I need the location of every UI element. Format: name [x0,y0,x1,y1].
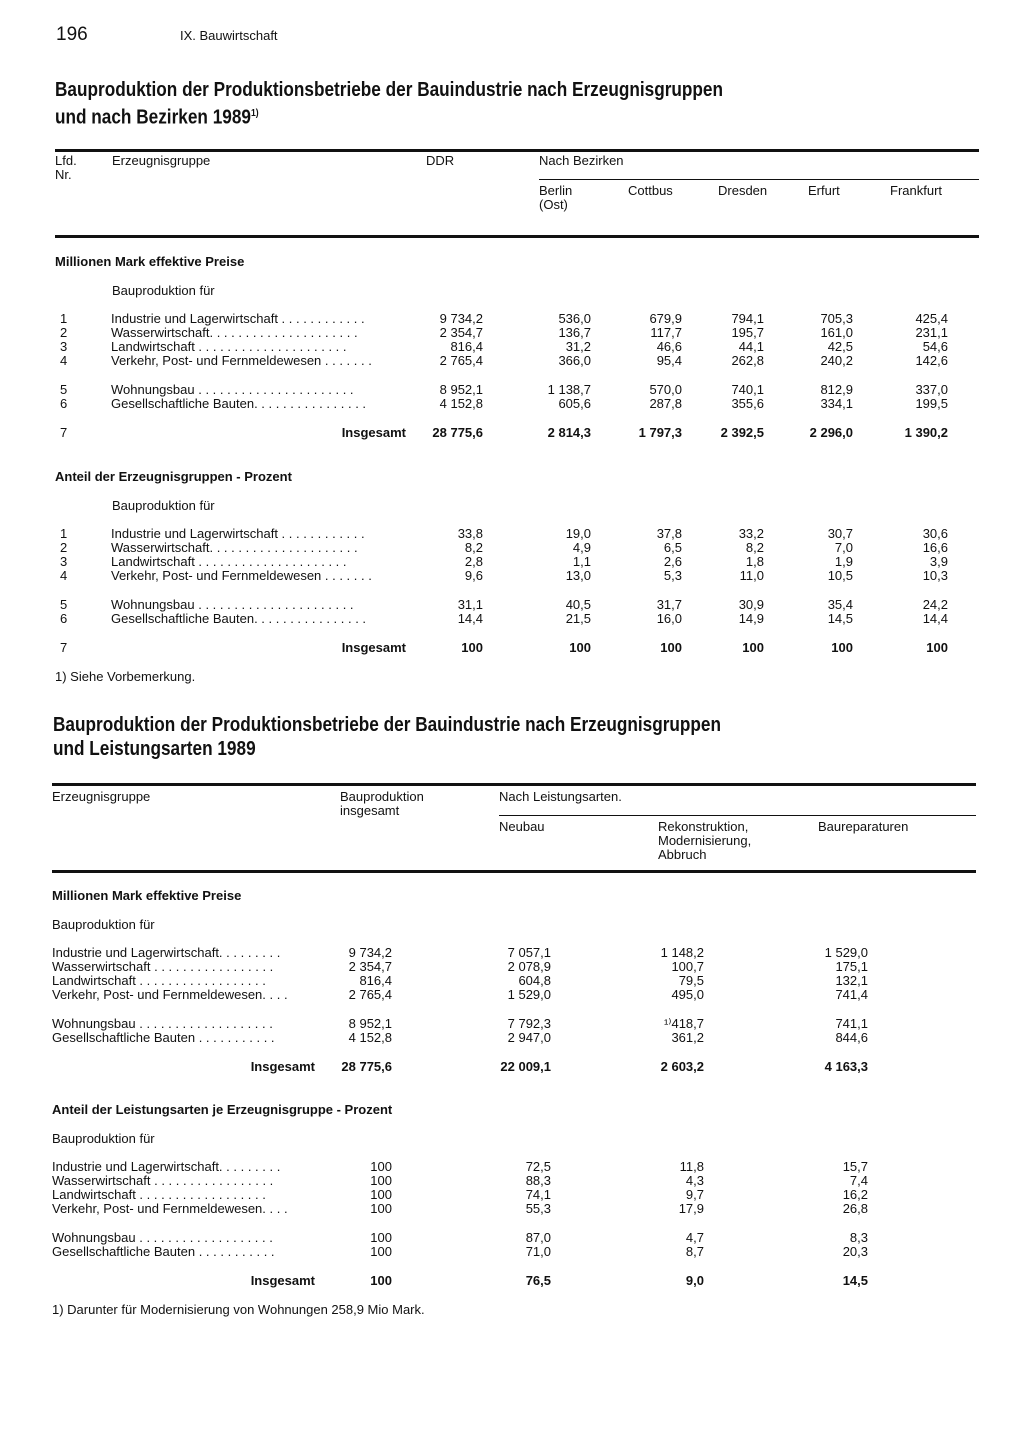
row-value: 13,0 [565,568,591,583]
row-value: 231,1 [915,325,948,340]
row-value: 4,3 [685,1173,704,1188]
table1-header-region: Nach Bezirken [539,153,624,168]
table2-header-bottom-rule [52,870,976,873]
row-value: 33,8 [457,526,483,541]
total-value: 76,5 [525,1273,551,1288]
row-value: 240,2 [820,353,853,368]
total-value: 100 [370,1273,392,1288]
row-value: 35,4 [827,597,853,612]
row-value: 37,8 [656,526,682,541]
row-value: 15,7 [842,1159,868,1174]
table1-footnote: 1) Siehe Vorbemerkung. [55,669,196,684]
row-value: 21,5 [565,611,591,626]
section-title: Anteil der Erzeugnisgruppen - Prozent [55,469,292,484]
table-row [0,1231,1024,1245]
row-value: 100 [370,1159,392,1174]
row-value: 844,6 [835,1030,868,1045]
total-value: 28 775,6 [432,425,483,440]
row-label: Gesellschaftliche Bauten. . . . . . . . . . . . . . . . [111,397,367,411]
row-value: 55,3 [525,1201,551,1216]
chapter-title: IX. Bauwirtschaft [180,28,278,43]
row-number: 2 [60,325,68,340]
row-value: 161,0 [820,325,853,340]
row-value: 100 [370,1173,392,1188]
row-value: 46,6 [656,339,682,354]
row-value: 2 354,7 [348,959,392,974]
row-label: Wohnungsbau . . . . . . . . . . . . . . . . . . . . . . [111,598,354,612]
row-value: 87,0 [525,1230,551,1245]
table-row [0,555,1024,569]
row-value: 31,2 [565,339,591,354]
table-row [0,1188,1024,1202]
table-row [0,541,1024,555]
row-value: 9,6 [464,568,483,583]
total-value: 2 392,5 [720,425,764,440]
row-label: Gesellschaftliche Bauten. . . . . . . . . . . . . . . . [111,612,367,626]
row-value: 8,2 [464,540,483,555]
row-value: 287,8 [649,396,682,411]
table-row [0,569,1024,583]
table1-header-ddr: DDR [426,153,455,168]
row-value: 54,6 [922,339,948,354]
total-value: 2 296,0 [809,425,853,440]
row-value: 361,2 [671,1030,704,1045]
row-value: 11,8 [679,1159,704,1174]
row-label: Gesellschaftliche Bauten . . . . . . . . . . . [52,1245,275,1259]
total-value: 100 [569,640,591,655]
row-value: 100,7 [671,959,704,974]
row-number: 7 [60,640,68,655]
row-value: 88,3 [525,1173,551,1188]
row-value: 2 947,0 [507,1030,551,1045]
row-value: 117,7 [650,325,682,340]
total-value: 1 797,3 [638,425,682,440]
row-value: 72,5 [525,1159,551,1174]
row-value: 26,8 [842,1201,868,1216]
row-label: Landwirtschaft . . . . . . . . . . . . . . . . . . . . . [111,340,347,354]
row-value: 816,4 [450,339,483,354]
table2-header-region: Nach Leistungsarten. [499,789,622,804]
row-value: 425,4 [915,311,948,326]
row-value: 14,4 [457,611,483,626]
total-row [0,641,1024,655]
table-row [0,1245,1024,1259]
total-label: Insgesamt [250,1059,315,1074]
total-value: 2 814,3 [547,425,591,440]
row-value: 4 152,8 [348,1030,392,1045]
table-row [0,1031,1024,1045]
table-row [0,340,1024,354]
row-label: Industrie und Lagerwirtschaft. . . . . . . . . [52,946,281,960]
row-value: 142,6 [915,353,948,368]
row-value: 8,2 [745,540,764,555]
row-value: 9,7 [685,1187,704,1202]
row-value: 8,3 [849,1230,868,1245]
row-value: 71,0 [525,1244,551,1259]
row-value: 337,0 [915,382,948,397]
row-label: Gesellschaftliche Bauten . . . . . . . . . . . [52,1031,275,1045]
row-value: 16,0 [656,611,682,626]
row-number: 1 [60,311,68,326]
row-value: 19,0 [565,526,591,541]
row-value: 2,6 [663,554,682,569]
table1-header-bottom-rule [55,235,979,238]
row-number: 4 [60,353,68,368]
row-value: 14,4 [922,611,948,626]
section-title: Millionen Mark effektive Preise [52,888,242,903]
row-value: 199,5 [915,396,948,411]
row-value: 1,8 [745,554,764,569]
row-value: 705,3 [820,311,853,326]
row-number: 4 [60,568,68,583]
row-value: 14,9 [738,611,764,626]
row-value: 679,9 [649,311,682,326]
row-value: 11,0 [739,568,764,583]
row-number: 3 [60,339,68,354]
table2-title [53,713,721,761]
row-value: 7 792,3 [507,1016,551,1031]
row-value: 9 734,2 [439,311,483,326]
table1-title [55,78,723,130]
table2-top-rule [52,783,976,786]
total-value: 100 [742,640,764,655]
row-value: 16,2 [842,1187,868,1202]
row-value: 136,7 [558,325,591,340]
table2-type-header: Rekonstruktion, Modernisierung, Abbruch [658,819,752,862]
total-value: 28 775,6 [341,1059,392,1074]
row-value: 8 952,1 [348,1016,392,1031]
total-label: Insgesamt [341,640,406,655]
row-value: 605,6 [558,396,591,411]
row-value: 794,1 [731,311,764,326]
row-value: 570,0 [649,382,682,397]
row-value: 33,2 [738,526,764,541]
table-row [0,354,1024,368]
row-label: Wasserwirtschaft. . . . . . . . . . . . . . . . . . . . . [111,541,358,555]
table1-title-line2: und nach Bezirken 1989 [55,106,251,129]
total-value: 100 [831,640,853,655]
row-value: 132,1 [835,973,868,988]
table1-header-nr: Lfd. Nr. [55,153,77,182]
row-value: 30,7 [827,526,853,541]
row-value: 741,4 [835,987,868,1002]
row-value: 334,1 [820,396,853,411]
row-label: Wohnungsbau . . . . . . . . . . . . . . . . . . . . . . [111,383,354,397]
row-label: Landwirtschaft . . . . . . . . . . . . . . . . . . [52,974,266,988]
row-value: 40,5 [565,597,591,612]
section-subtitle: Bauproduktion für [112,283,215,298]
row-number: 1 [60,526,68,541]
row-value: 17,9 [678,1201,704,1216]
table1-title-line1: Bauproduktion der Produktionsbetriebe der Bauindustrie nach Erzeugnisgruppen [55,79,724,101]
row-value: 20,3 [842,1244,868,1259]
row-value: 6,5 [663,540,682,555]
table2-title-line1: Bauproduktion der Produktionsbetriebe der Bauindustrie nach Erzeugnisgruppen [53,714,722,736]
table2-header-total: Bauproduktion insgesamt [340,789,424,818]
section-title: Anteil der Leistungsarten je Erzeugnisgruppe - Prozent [52,1102,393,1117]
row-value: 4 152,8 [439,396,483,411]
row-value: 79,5 [678,973,704,988]
table2-type-header: Baureparaturen [818,819,909,834]
row-label: Industrie und Lagerwirtschaft. . . . . . . . . [52,1160,281,1174]
table-row [0,1160,1024,1174]
row-value: 262,8 [731,353,764,368]
page-number: 196 [56,24,88,45]
total-value: 100 [926,640,948,655]
row-value: 31,7 [656,597,682,612]
section-subtitle: Bauproduktion für [52,917,155,932]
row-value: 7,4 [849,1173,868,1188]
row-value: 1 529,0 [507,987,551,1002]
row-value: 195,7 [731,325,764,340]
row-value: 1,9 [834,554,853,569]
table2-footnote: 1) Darunter für Modernisierung von Wohnungen 258,9 Mio Mark. [52,1302,425,1317]
row-value: 2 354,7 [439,325,483,340]
row-value: 1 148,2 [660,945,704,960]
row-value: 2 765,4 [439,353,483,368]
row-label: Industrie und Lagerwirtschaft . . . . . . . . . . . . [111,527,365,541]
total-value: 1 390,2 [904,425,948,440]
total-row [0,1274,1024,1288]
row-value: 175,1 [835,959,868,974]
row-value: 30,9 [738,597,764,612]
table2-region-rule [499,815,976,816]
row-value: 3,9 [929,554,948,569]
row-value: 2 765,4 [348,987,392,1002]
total-value: 4 163,3 [824,1059,868,1074]
table-row [0,1017,1024,1031]
row-label: Landwirtschaft . . . . . . . . . . . . . . . . . . [52,1188,266,1202]
table-row [0,527,1024,541]
total-row [0,426,1024,440]
row-value: 100 [370,1201,392,1216]
row-value: 4,9 [572,540,591,555]
row-value: 100 [370,1230,392,1245]
table-row [0,397,1024,411]
row-number: 6 [60,396,68,411]
row-value: 24,2 [922,597,948,612]
row-value: 4,7 [685,1230,704,1245]
table-row [0,312,1024,326]
row-label: Wohnungsbau . . . . . . . . . . . . . . . . . . . [52,1017,273,1031]
row-value: 9 734,2 [348,945,392,960]
table1-title-footnote-mark: 1) [250,108,259,119]
row-value: 1,1 [572,554,591,569]
table-row [0,383,1024,397]
table2-type-header: Neubau [499,819,545,834]
row-value: 7,0 [834,540,853,555]
table1-header-group: Erzeugnisgruppe [112,153,211,168]
row-value: 10,3 [922,568,948,583]
row-value: 44,1 [738,339,764,354]
table-row [0,974,1024,988]
table2-header-group: Erzeugnisgruppe [52,789,151,804]
row-value: 10,5 [827,568,853,583]
table-row [0,988,1024,1002]
row-value: 8 952,1 [439,382,483,397]
row-value: 8,7 [685,1244,704,1259]
row-value: 812,9 [820,382,853,397]
total-value: 9,0 [685,1273,704,1288]
row-value: 14,5 [827,611,853,626]
row-number: 5 [60,597,68,612]
row-label: Verkehr, Post- und Fernmeldewesen . . . . . . . [111,354,372,368]
row-number: 3 [60,554,68,569]
row-value: 16,6 [922,540,948,555]
row-value: 741,1 [835,1016,868,1031]
row-value: 816,4 [359,973,392,988]
row-label: Verkehr, Post- und Fernmeldewesen. . . . [52,988,288,1002]
row-label: Verkehr, Post- und Fernmeldewesen. . . . [52,1202,288,1216]
row-value: 1 138,7 [547,382,591,397]
table1-district-header: Erfurt [808,183,840,198]
row-label: Wohnungsbau . . . . . . . . . . . . . . . . . . . [52,1231,273,1245]
row-value: 100 [370,1244,392,1259]
total-label: Insgesamt [250,1273,315,1288]
row-value: 5,3 [663,568,682,583]
table1-district-header: Cottbus [628,183,673,198]
row-label: Industrie und Lagerwirtschaft . . . . . . . . . . . . [111,312,365,326]
row-value: 604,8 [518,973,551,988]
row-label: Landwirtschaft . . . . . . . . . . . . . . . . . . . . . [111,555,347,569]
total-value: 2 603,2 [660,1059,704,1074]
row-value: 355,6 [731,396,764,411]
row-number: 5 [60,382,68,397]
row-value: 95,4 [656,353,682,368]
table-row [0,598,1024,612]
section-title: Millionen Mark effektive Preise [55,254,245,269]
table2-title-line2: und Leistungsarten 1989 [53,738,256,760]
row-value: 366,0 [558,353,591,368]
total-value: 14,5 [842,1273,868,1288]
total-row [0,1060,1024,1074]
table-row [0,1174,1024,1188]
table1-top-rule [55,149,979,152]
row-label: Wasserwirtschaft . . . . . . . . . . . . . . . . . [52,960,274,974]
row-value: 100 [370,1187,392,1202]
row-value: 7 057,1 [507,945,551,960]
row-value: 31,1 [457,597,483,612]
table1-district-header: Dresden [718,183,768,198]
section-subtitle: Bauproduktion für [52,1131,155,1146]
total-value: 100 [461,640,483,655]
row-number: 7 [60,425,68,440]
table-row [0,960,1024,974]
row-value: 1 529,0 [824,945,868,960]
total-label: Insgesamt [341,425,406,440]
row-value: 536,0 [558,311,591,326]
table1-region-rule [539,179,979,180]
row-value: ¹⁾418,7 [663,1016,704,1031]
row-value: 42,5 [827,339,853,354]
table-row [0,946,1024,960]
row-number: 2 [60,540,68,555]
table-row [0,1202,1024,1216]
section-subtitle: Bauproduktion für [112,498,215,513]
row-number: 6 [60,611,68,626]
row-value: 74,1 [525,1187,551,1202]
table1-district-header: Frankfurt [890,183,943,198]
row-value: 30,6 [922,526,948,541]
row-value: 2,8 [464,554,483,569]
row-label: Verkehr, Post- und Fernmeldewesen . . . . . . . [111,569,372,583]
table-row [0,612,1024,626]
row-value: 740,1 [731,382,764,397]
table1-district-header: Berlin (Ost) [539,183,573,212]
row-label: Wasserwirtschaft . . . . . . . . . . . . . . . . . [52,1174,274,1188]
row-label: Wasserwirtschaft. . . . . . . . . . . . . . . . . . . . . [111,326,358,340]
total-value: 100 [660,640,682,655]
table-row [0,326,1024,340]
row-value: 2 078,9 [507,959,551,974]
total-value: 22 009,1 [500,1059,551,1074]
row-value: 495,0 [671,987,704,1002]
